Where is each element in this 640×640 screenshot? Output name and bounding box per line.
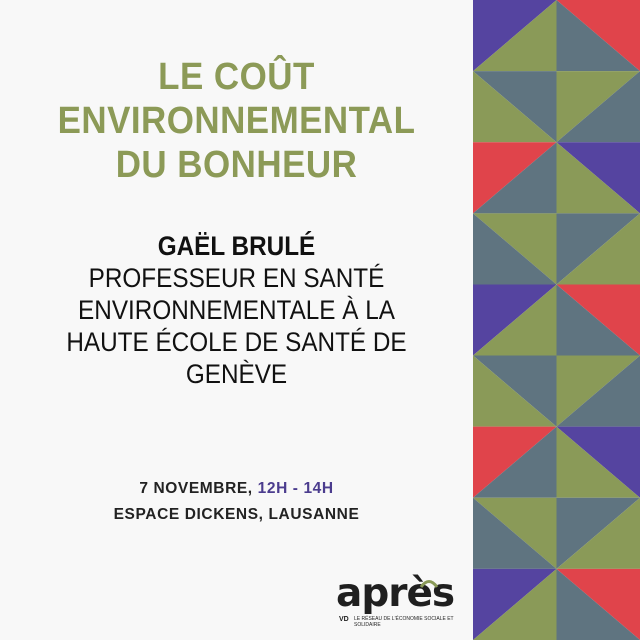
title-line-1: LE COÛT	[158, 56, 315, 98]
apres-logo	[336, 571, 456, 628]
event-datetime	[20, 476, 453, 502]
title-line-3: DU BONHEUR	[115, 144, 358, 186]
logo-region: VD	[339, 616, 349, 623]
event-time: 12H - 14H	[257, 480, 334, 497]
event-location: ESPACE DICKENS, LAUSANNE	[113, 506, 360, 523]
title-line-2: ENVIRONNEMENTAL	[57, 100, 416, 142]
event-title	[47, 55, 427, 187]
geometric-triangle-pattern	[473, 0, 640, 640]
logo-tagline: LE RÉSEAU DE L'ÉCONOMIE SOCIALE ET SOLIDAIRE	[354, 616, 454, 628]
event-date: 7 NOVEMBRE,	[139, 480, 253, 497]
speaker-block	[42, 230, 432, 390]
speaker-name: GAËL BRULÉ	[157, 231, 316, 261]
event-info	[20, 476, 453, 528]
logo-accent-icon	[419, 578, 439, 588]
logo-wordmark: après	[336, 571, 455, 616]
speaker-role: PROFESSEUR EN SANTÉ ENVIRONNEMENTALE À LA HAUTE ÉCOLE DE SANTÉ DE GENÈVE	[66, 263, 407, 389]
